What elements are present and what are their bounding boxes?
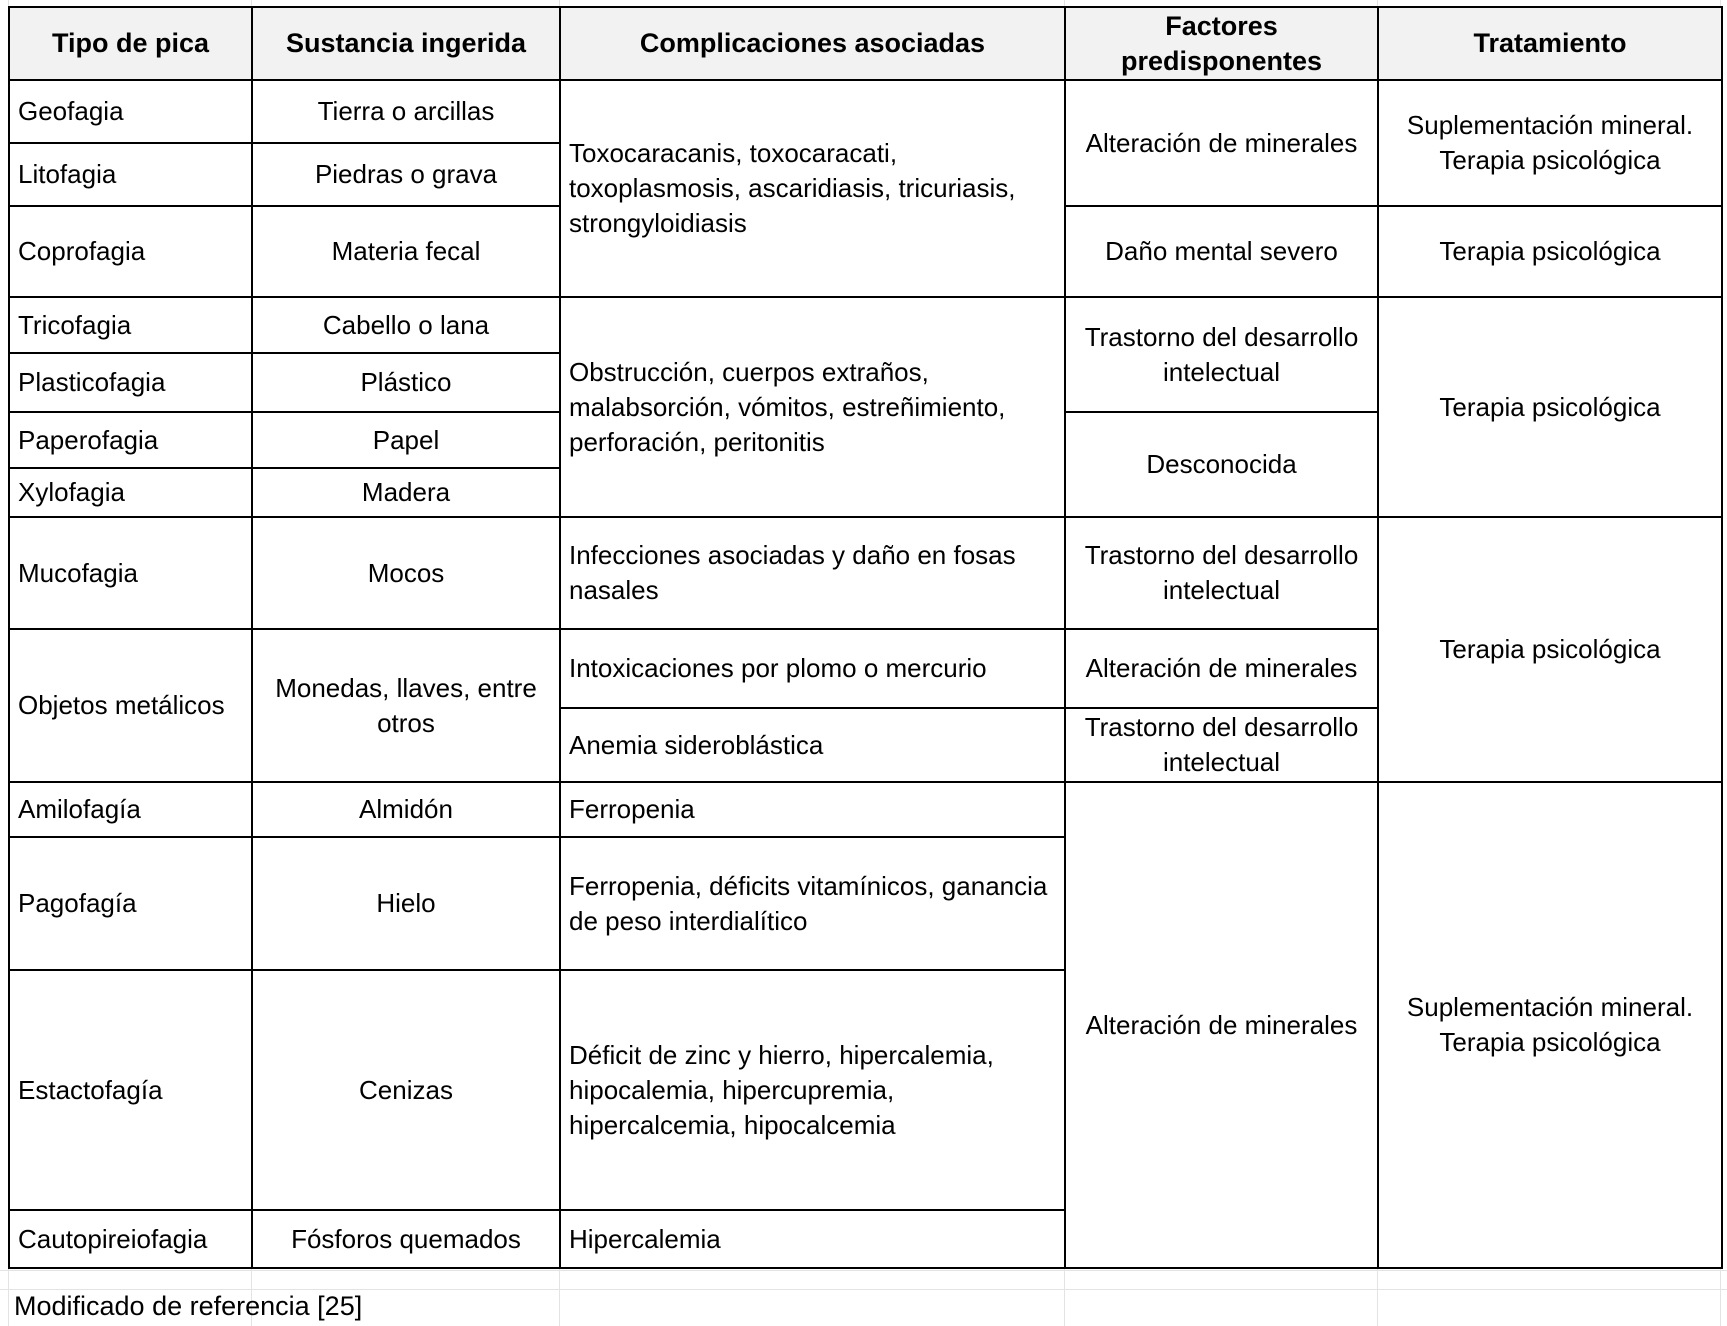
tipo-cell: Coprofagia: [9, 206, 252, 297]
factores-cell: Desconocida: [1065, 412, 1378, 517]
sustancia-cell: Piedras o grava: [252, 143, 560, 206]
pica-table: [8, 6, 1723, 1269]
tipo-cell: Pagofagía: [9, 837, 252, 970]
tipo-cell: Plasticofagia: [9, 353, 252, 412]
complicaciones-cell: Infecciones asociadas y daño en fosas nasales: [560, 517, 1065, 629]
tipo-cell: Litofagia: [9, 143, 252, 206]
gridline: [0, 1270, 1727, 1271]
tipo-cell: Cautopireiofagia: [9, 1210, 252, 1268]
header-sustancia: Sustancia ingerida: [252, 7, 560, 80]
tipo-cell: Estactofagía: [9, 970, 252, 1210]
sustancia-cell: Madera: [252, 468, 560, 517]
sustancia-cell: Hielo: [252, 837, 560, 970]
header-row: [9, 7, 1722, 80]
complicaciones-cell: Déficit de zinc y hierro, hipercalemia, hipocalemia, hipercupremia, hipercalcemia, hipocalcemia: [560, 970, 1065, 1210]
tipo-cell: Tricofagia: [9, 297, 252, 353]
sustancia-cell: Cabello o lana: [252, 297, 560, 353]
complicaciones-cell: Anemia sideroblástica: [560, 708, 1065, 782]
sustancia-cell: Tierra o arcillas: [252, 80, 560, 143]
tratamiento-cell: Terapia psicológica: [1378, 206, 1722, 297]
header-complicaciones: Complicaciones asociadas: [560, 7, 1065, 80]
table-row: [9, 80, 1722, 143]
tipo-cell: Paperofagia: [9, 412, 252, 468]
sustancia-cell: Papel: [252, 412, 560, 468]
sustancia-cell: Mocos: [252, 517, 560, 629]
complicaciones-cell: Obstrucción, cuerpos extraños, malabsorción, vómitos, estreñimiento, perforación, peritonitis: [560, 297, 1065, 517]
sustancia-cell: Fósforos quemados: [252, 1210, 560, 1268]
tipo-cell: Amilofagía: [9, 782, 252, 837]
header-tipo: Tipo de pica: [9, 7, 252, 80]
tipo-cell: Objetos metálicos: [9, 629, 252, 782]
tipo-cell: Xylofagia: [9, 468, 252, 517]
tipo-cell: Mucofagia: [9, 517, 252, 629]
complicaciones-cell: Ferropenia: [560, 782, 1065, 837]
tratamiento-cell: Terapia psicológica: [1378, 297, 1722, 517]
sustancia-cell: Monedas, llaves, entre otros: [252, 629, 560, 782]
sustancia-cell: Plástico: [252, 353, 560, 412]
factores-cell: Alteración de minerales: [1065, 782, 1378, 1268]
table-row: [9, 517, 1722, 629]
tratamiento-cell: Terapia psicológica: [1378, 517, 1722, 782]
table-footnote: Modificado de referencia [25]: [14, 1291, 363, 1321]
table-row: [9, 782, 1722, 837]
factores-cell: Trastorno del desarrollo intelectual: [1065, 708, 1378, 782]
sustancia-cell: Materia fecal: [252, 206, 560, 297]
header-factores: Factores predisponentes: [1065, 7, 1378, 80]
complicaciones-cell: Toxocaracanis, toxocaracati, toxoplasmosis, ascaridiasis, tricuriasis, strongyloidiasis: [560, 80, 1065, 297]
sustancia-cell: Cenizas: [252, 970, 560, 1210]
complicaciones-cell: Intoxicaciones por plomo o mercurio: [560, 629, 1065, 708]
complicaciones-cell: Ferropenia, déficits vitamínicos, ganancia de peso interdialítico: [560, 837, 1065, 970]
tratamiento-cell: Suplementación mineral. Terapia psicológica: [1378, 782, 1722, 1268]
factores-cell: Daño mental severo: [1065, 206, 1378, 297]
table-row: [9, 297, 1722, 353]
factores-cell: Alteración de minerales: [1065, 629, 1378, 708]
complicaciones-cell: Hipercalemia: [560, 1210, 1065, 1268]
tipo-cell: Geofagia: [9, 80, 252, 143]
factores-cell: Trastorno del desarrollo intelectual: [1065, 517, 1378, 629]
tratamiento-cell: Suplementación mineral. Terapia psicológica: [1378, 80, 1722, 206]
factores-cell: Alteración de minerales: [1065, 80, 1378, 206]
sustancia-cell: Almidón: [252, 782, 560, 837]
header-tratamiento: Tratamiento: [1378, 7, 1722, 80]
factores-cell: Trastorno del desarrollo intelectual: [1065, 297, 1378, 412]
